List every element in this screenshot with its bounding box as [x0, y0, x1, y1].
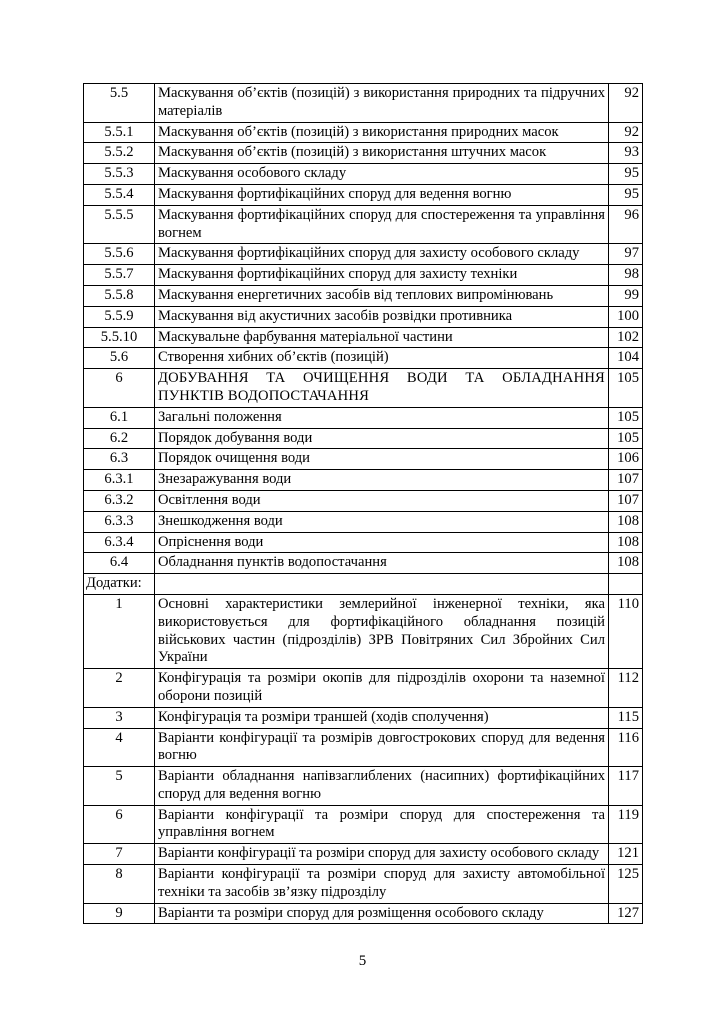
section-number: 2 — [84, 669, 155, 708]
section-title: Варіанти конфігурації та розміри споруд для захисту особового складу — [155, 844, 609, 865]
toc-row — [84, 265, 643, 286]
toc-row — [84, 511, 643, 532]
section-number: 5.5.1 — [84, 122, 155, 143]
section-number: 6.3.2 — [84, 490, 155, 511]
section-page: 110 — [609, 594, 643, 668]
toc-row — [84, 490, 643, 511]
toc-row — [84, 728, 643, 767]
section-page: 119 — [609, 805, 643, 844]
section-page: 107 — [609, 470, 643, 491]
section-title: Варіанти конфігурації та розмірів довгострокових споруд для ведення вогню — [155, 728, 609, 767]
section-page: 115 — [609, 707, 643, 728]
section-page: 127 — [609, 903, 643, 924]
section-page: 105 — [609, 407, 643, 428]
section-title: Маскування об’єктів (позицій) з використання природних та підручних матеріалів — [155, 84, 609, 123]
toc-row — [84, 470, 643, 491]
section-page: 116 — [609, 728, 643, 767]
section-title: Варіанти конфігурації та розміри споруд для спостереження та управління вогнем — [155, 805, 609, 844]
section-number: 6.2 — [84, 428, 155, 449]
section-page: 93 — [609, 143, 643, 164]
section-number: 6 — [84, 369, 155, 408]
section-number: 6.4 — [84, 553, 155, 574]
section-number: 6.3 — [84, 449, 155, 470]
toc-row — [84, 205, 643, 244]
toc-row — [84, 327, 643, 348]
toc-row — [84, 407, 643, 428]
toc-row — [84, 553, 643, 574]
section-title: Загальні положення — [155, 407, 609, 428]
section-page: 92 — [609, 122, 643, 143]
toc-row — [84, 532, 643, 553]
section-title: Основні характеристики землерийної інженерної техніки, яка використовується для фортифікаційного обладнання позицій військових частин (підрозділів) ЗРВ Повітряних Сил Збройних Сил України — [155, 594, 609, 668]
section-number: 4 — [84, 728, 155, 767]
section-page: 95 — [609, 164, 643, 185]
toc-row — [84, 669, 643, 708]
appendix-header-row — [84, 574, 643, 595]
section-page: 105 — [609, 369, 643, 408]
section-number: 7 — [84, 844, 155, 865]
section-page: 98 — [609, 265, 643, 286]
section-title: Маскування фортифікаційних споруд для захисту техніки — [155, 265, 609, 286]
section-title: Порядок добування води — [155, 428, 609, 449]
section-number: 5.5.7 — [84, 265, 155, 286]
toc-row — [84, 449, 643, 470]
section-title: Створення хибних об’єктів (позицій) — [155, 348, 609, 369]
appendix-header-empty — [155, 574, 609, 595]
toc-row — [84, 428, 643, 449]
section-page: 121 — [609, 844, 643, 865]
toc-row — [84, 184, 643, 205]
section-number: 5.5.8 — [84, 285, 155, 306]
toc-row — [84, 306, 643, 327]
section-number: 6.1 — [84, 407, 155, 428]
section-number: 5.5.2 — [84, 143, 155, 164]
section-page: 99 — [609, 285, 643, 306]
section-title: Знешкодження води — [155, 511, 609, 532]
section-title: Маскування фортифікаційних споруд для захисту особового складу — [155, 244, 609, 265]
section-title: Маскування об’єктів (позицій) з використання штучних масок — [155, 143, 609, 164]
section-number: 5.5 — [84, 84, 155, 123]
section-number: 5.6 — [84, 348, 155, 369]
section-page: 104 — [609, 348, 643, 369]
section-number: 8 — [84, 865, 155, 904]
toc-row — [84, 707, 643, 728]
section-page: 106 — [609, 449, 643, 470]
toc-row — [84, 865, 643, 904]
section-page: 108 — [609, 532, 643, 553]
toc-row — [84, 164, 643, 185]
section-title: Маскування фортифікаційних споруд для ведення вогню — [155, 184, 609, 205]
toc-body — [84, 84, 643, 924]
section-title: Маскувальне фарбування матеріальної частини — [155, 327, 609, 348]
section-title: Освітлення води — [155, 490, 609, 511]
toc-row — [84, 767, 643, 806]
section-number: 6.3.3 — [84, 511, 155, 532]
section-number: 6 — [84, 805, 155, 844]
section-number: 1 — [84, 594, 155, 668]
section-title: Маскування фортифікаційних споруд для спостереження та управління вогнем — [155, 205, 609, 244]
section-page: 102 — [609, 327, 643, 348]
section-page: 108 — [609, 511, 643, 532]
section-page: 105 — [609, 428, 643, 449]
section-number: 5.5.6 — [84, 244, 155, 265]
section-title: Маскування особового складу — [155, 164, 609, 185]
section-page: 97 — [609, 244, 643, 265]
section-title: Варіанти та розміри споруд для розміщення особового складу — [155, 903, 609, 924]
section-page: 107 — [609, 490, 643, 511]
toc-row — [84, 369, 643, 408]
section-number: 5 — [84, 767, 155, 806]
appendix-header-empty-page — [609, 574, 643, 595]
section-number: 5.5.10 — [84, 327, 155, 348]
section-page: 96 — [609, 205, 643, 244]
section-page: 112 — [609, 669, 643, 708]
toc-row — [84, 594, 643, 668]
section-title: ДОБУВАННЯ ТА ОЧИЩЕННЯ ВОДИ ТА ОБЛАДНАННЯ ПУНКТІВ ВОДОПОСТАЧАННЯ — [155, 369, 609, 408]
toc-row — [84, 348, 643, 369]
section-title: Порядок очищення води — [155, 449, 609, 470]
section-title: Маскування об’єктів (позицій) з використання природних масок — [155, 122, 609, 143]
toc-row — [84, 143, 643, 164]
section-page: 92 — [609, 84, 643, 123]
section-number: 3 — [84, 707, 155, 728]
table-of-contents — [83, 83, 643, 924]
page-number: 5 — [358, 953, 367, 969]
section-title: Опріснення води — [155, 532, 609, 553]
section-page: 108 — [609, 553, 643, 574]
section-number: 5.5.9 — [84, 306, 155, 327]
section-number: 5.5.3 — [84, 164, 155, 185]
section-number: 5.5.4 — [84, 184, 155, 205]
section-title: Маскування енергетичних засобів від теплових випромінювань — [155, 285, 609, 306]
section-number: 5.5.5 — [84, 205, 155, 244]
section-title: Знезаражування води — [155, 470, 609, 491]
section-title: Обладнання пунктів водопостачання — [155, 553, 609, 574]
toc-row — [84, 244, 643, 265]
toc-row — [84, 844, 643, 865]
section-number: 6.3.1 — [84, 470, 155, 491]
section-title: Варіанти конфігурації та розміри споруд для захисту автомобільної техніки та засобів зв’язку підрозділу — [155, 865, 609, 904]
section-title: Конфігурація та розміри окопів для підрозділів охорони та наземної оборони позицій — [155, 669, 609, 708]
section-page: 95 — [609, 184, 643, 205]
section-number: 6.3.4 — [84, 532, 155, 553]
toc-row — [84, 903, 643, 924]
toc-row — [84, 285, 643, 306]
section-page: 117 — [609, 767, 643, 806]
section-title: Конфігурація та розміри траншей (ходів сполучення) — [155, 707, 609, 728]
section-page: 125 — [609, 865, 643, 904]
section-title: Маскування від акустичних засобів розвідки противника — [155, 306, 609, 327]
appendix-label: Додатки: — [84, 574, 155, 595]
toc-row — [84, 122, 643, 143]
toc-row — [84, 84, 643, 123]
section-page: 100 — [609, 306, 643, 327]
section-title: Варіанти обладнання напівзаглиблених (насипних) фортифікаційних споруд для ведення вогню — [155, 767, 609, 806]
section-number: 9 — [84, 903, 155, 924]
toc-row — [84, 805, 643, 844]
